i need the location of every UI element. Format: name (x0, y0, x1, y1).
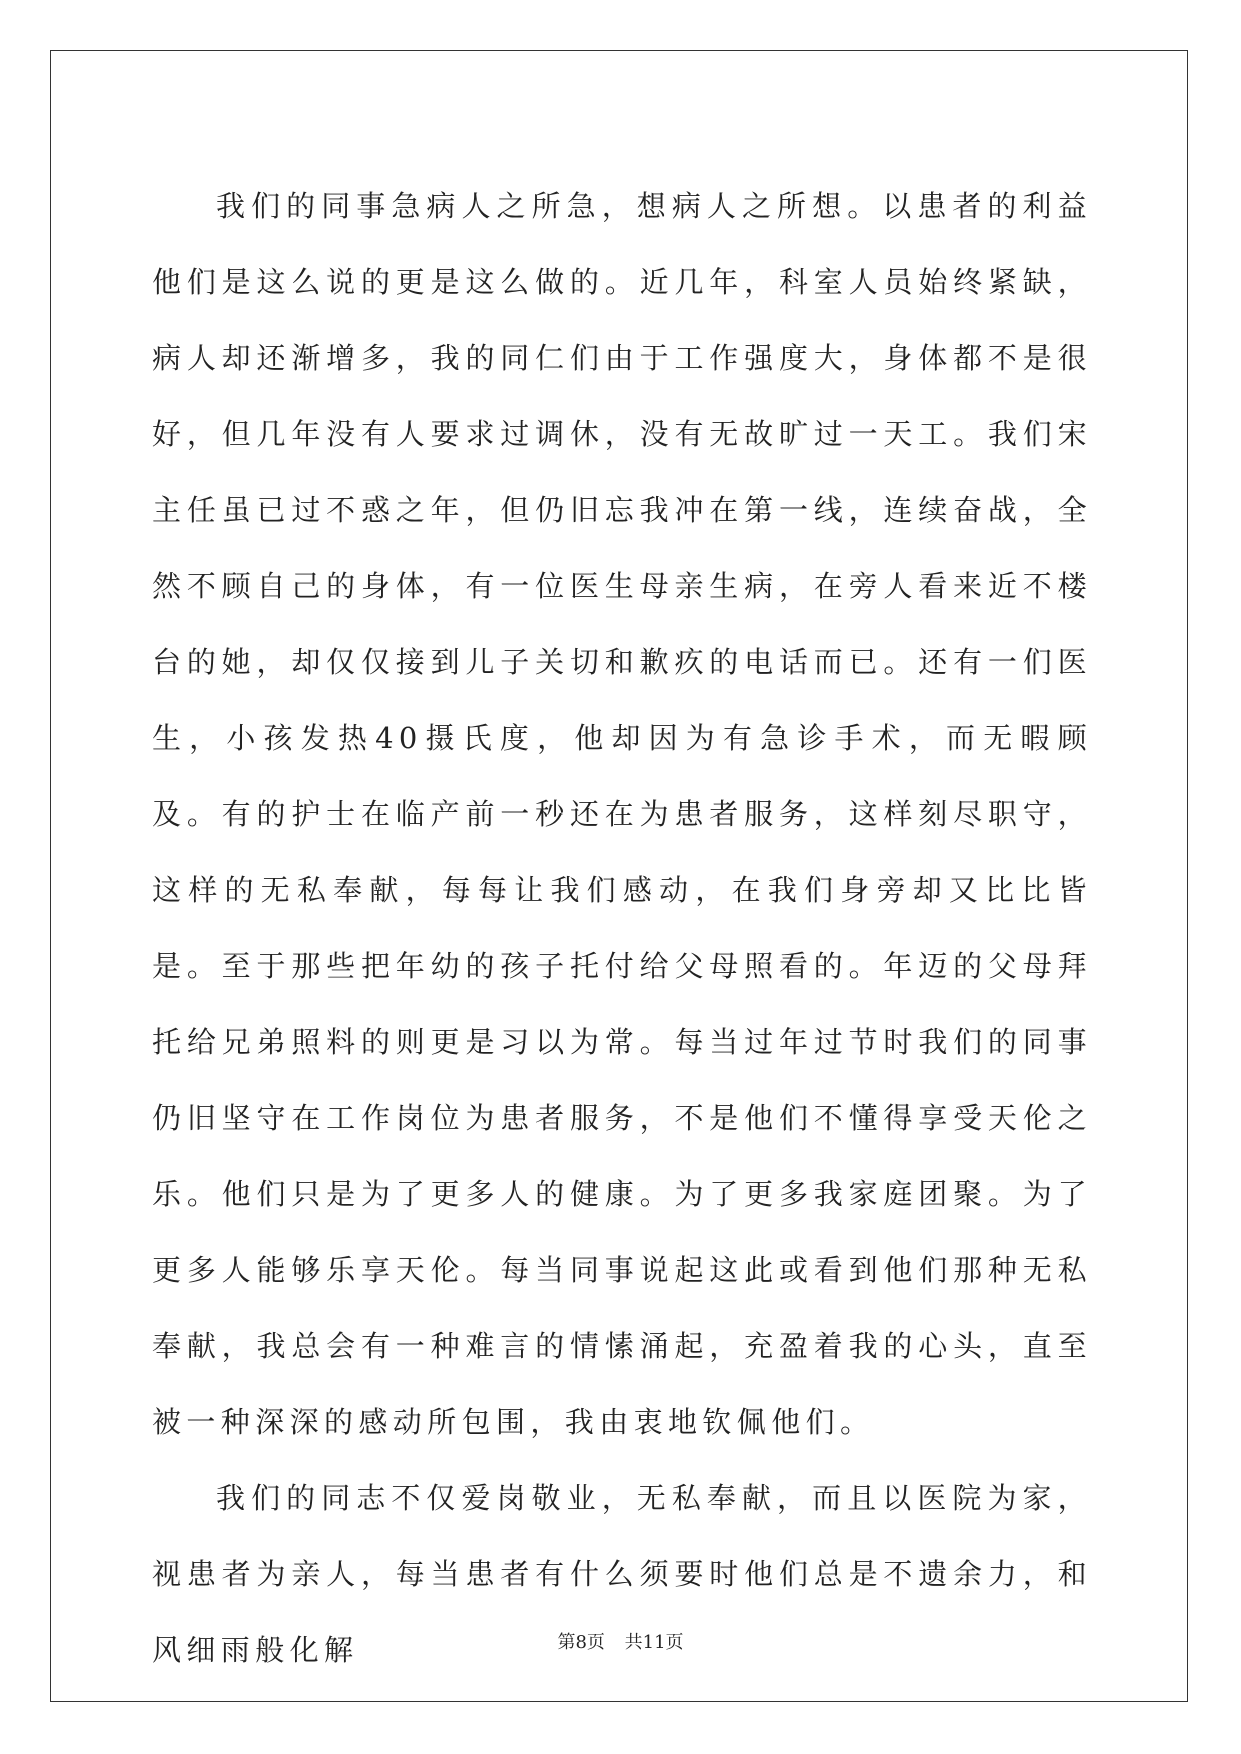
paragraph-2: 我们的同志不仅爱岗敬业，无私奉献，而且以医院为家，视患者为亲人，每当患者有什么须要时他们总是不遗余力，和风细雨般化解 (152, 1481, 1092, 1667)
document-body (152, 168, 1092, 1688)
page-number-total: 共11页 (624, 1632, 684, 1653)
page-number-current: 第8页 (557, 1632, 605, 1653)
page-footer (0, 1631, 1241, 1655)
paragraph-1: 我们的同事急病人之所急，想病人之所想。以患者的利益他们是这么说的更是这么做的。近几年，科室人员始终紧缺，病人却还渐增多，我的同仁们由于工作强度大，身体都不是很好，但几年没有人要求过调休，没有无故旷过一天工。我们宋主任虽已过不惑之年，但仍旧忘我冲在第一线，连续奋战，全然不顾自己的身体，有一位医生母亲生病，在旁人看来近不楼台的她，却仅仅接到儿子关切和歉疚的电话而已。还有一们医生，小孩发热40摄氏度，他却因为有急诊手术，而无暇顾及。有的护士在临产前一秒还在为患者服务，这样刻尽职守，这样的无私奉献，每每让我们感动，在我们身旁却又比比皆是。至于那些把年幼的孩子托付给父母照看的。年迈的父母拜托给兄弟照料的则更是习以为常。每当过年过节时我们的同事仍旧坚守在工作岗位为患者服务，不是他们不懂得享受天伦之乐。他们只是为了更多人的健康。为了更多我家庭团聚。为了更多人能够乐享天伦。每当同事说起这此或看到他们那种无私奉献，我总会有一种难言的情愫涌起，充盈着我的心头，直至被一种深深的感动所包围，我由衷地钦佩他们。 (152, 189, 1092, 1439)
